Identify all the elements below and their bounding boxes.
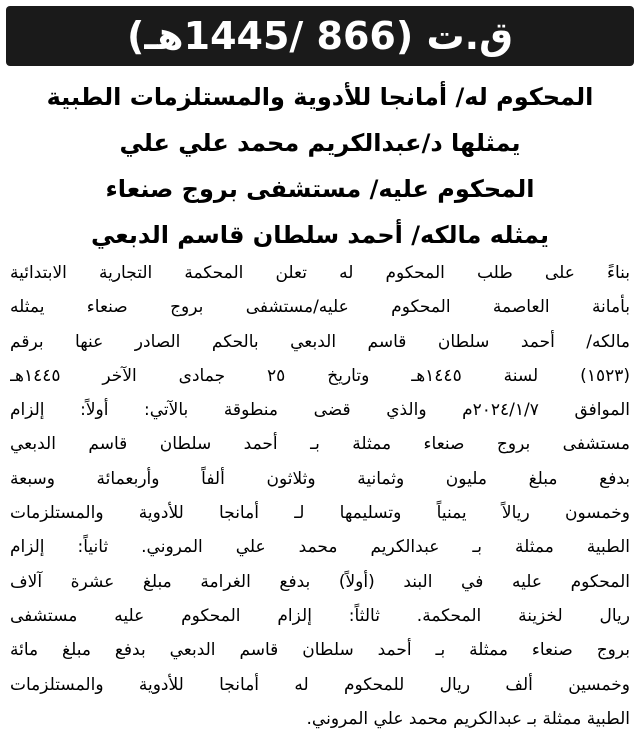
body-line: مالكه/ أحمد سلطان قاسم الدبعي بالحكم الصادر عنها برقم [10, 331, 630, 352]
body-line: بدفع مبلغ مليون وثمانية وثلاثون ألفاً وأربعمائة وسبعة [10, 468, 630, 489]
defendant-line: المحكوم عليه/ مستشفى بروج صنعاء [105, 175, 535, 203]
body-line: (١٥٢٣) لسنة ١٤٤٥هـ وتاريخ ٢٥ جمادى الآخر ١٤٤٥هـ [10, 365, 630, 386]
body-line: الموافق ٢٠٢٤/١/٧م والذي قضى منطوقة بالآتي: أولاً: إلزام [10, 400, 630, 421]
plaintiff-line: المحكوم له/ أمانجا للأدوية والمستلزمات الطبية [46, 83, 594, 111]
body-line: المحكوم عليه في البند (أولاً) بدفع الغرامة مبلغ عشرة آلاف [10, 571, 630, 592]
body-line: وخمسون ريالاً يمنياً وتسليمها لـ أمانجا للأدوية والمستلزمات [10, 503, 630, 524]
body-line: بروج صنعاء ممثلة بـ أحمد سلطان قاسم الدبعي بدفع مبلغ مائة [10, 640, 630, 661]
plaintiff-representative-line: يمثلها د/عبدالكريم محمد علي علي [119, 129, 521, 157]
body-line: الطبية ممثلة بـ عبدالكريم محمد علي المروني. ثانياً: إلزام [10, 537, 630, 558]
body-line: مستشفى بروج صنعاء ممثلة بـ أحمد سلطان قاسم الدبعي [10, 434, 630, 455]
body-line: ريال لخزينة المحكمة. ثالثاً: إلزام المحكوم عليه مستشفى [10, 605, 630, 626]
case-number: ق.ت (866 /1445هـ) [126, 14, 514, 58]
defendant-representative-line: يمثله مالكه/ أحمد سلطان قاسم الدبعي [90, 221, 550, 249]
case-number-banner [6, 6, 634, 66]
parties-block [10, 74, 630, 258]
body-line-last: الطبية ممثلة بـ عبدالكريم محمد علي المروني. [306, 708, 630, 729]
body-line: وخمسين ألف ريال للمحكوم له أمانجا للأدوية والمستلزمات [10, 674, 630, 695]
body-line: بناءً على طلب المحكوم له تعلن المحكمة التجارية الابتدائية [10, 263, 630, 283]
body-line: بأمانة العاصمة المحكوم عليه/مستشفى بروج صنعاء يمثله [10, 297, 630, 318]
notice-body [10, 256, 630, 736]
